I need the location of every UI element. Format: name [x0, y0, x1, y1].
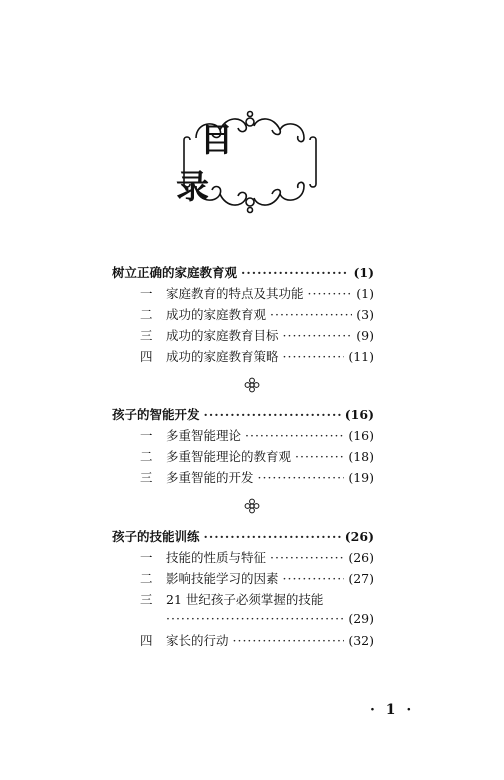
entry-number: 一 — [140, 286, 153, 301]
toc-entry[interactable] — [140, 306, 374, 324]
entry-label: 成功的家庭教育观 — [166, 307, 267, 322]
page-number: (26) — [348, 550, 374, 565]
entry-number: 三 — [140, 328, 153, 343]
entry-label: 成功的家庭教育目标 — [166, 328, 279, 343]
toc-entry[interactable] — [140, 448, 374, 466]
page-number: (11) — [348, 349, 374, 364]
dot-leader — [270, 306, 352, 324]
page-title: 目 录 — [176, 120, 257, 206]
entry-number: 三 — [140, 470, 153, 485]
flower-ornament-icon — [244, 377, 260, 393]
toc-entry[interactable] — [140, 285, 374, 303]
entry-label: 多重智能理论的教育观 — [166, 449, 292, 464]
page-number: (9) — [356, 328, 374, 343]
dot-leader — [204, 528, 341, 546]
dot-leader — [270, 549, 344, 567]
entry-number: 四 — [140, 349, 153, 364]
dot-leader — [166, 610, 344, 628]
page-number: (26) — [344, 529, 374, 544]
toc-section[interactable] — [112, 406, 374, 424]
toc-entry-continuation[interactable] — [166, 610, 374, 628]
entry-label: 家庭教育的特点及其功能 — [166, 286, 304, 301]
toc-entry[interactable] — [140, 469, 374, 487]
toc-section[interactable] — [112, 528, 374, 546]
toc-entry[interactable] — [140, 591, 374, 609]
toc-entry[interactable] — [140, 632, 374, 650]
entry-number: 一 — [140, 428, 153, 443]
dot-leader — [283, 570, 345, 588]
dot-leader — [283, 327, 353, 345]
toc-entry[interactable] — [140, 549, 374, 567]
entry-label: 21 世纪孩子必须掌握的技能 — [166, 592, 324, 607]
page-number: (18) — [348, 449, 374, 464]
section-title: 孩子的智能开发 — [112, 407, 200, 422]
toc-entry[interactable] — [140, 570, 374, 588]
entry-number: 一 — [140, 550, 153, 565]
dot-leader — [241, 264, 349, 282]
dot-leader — [233, 632, 345, 650]
page-number: (16) — [344, 407, 374, 422]
entry-number: 三 — [140, 592, 153, 607]
page-number: (32) — [348, 633, 374, 648]
entry-label: 多重智能理论 — [166, 428, 242, 443]
page-number: (19) — [348, 470, 374, 485]
section-title: 孩子的技能训练 — [112, 529, 200, 544]
dot-leader — [295, 448, 344, 466]
toc-entry[interactable] — [140, 348, 374, 366]
page-number: (29) — [348, 611, 374, 626]
entry-number: 四 — [140, 633, 153, 648]
entry-number: 二 — [140, 307, 153, 322]
section-title: 树立正确的家庭教育观 — [112, 265, 238, 280]
dot-leader — [258, 469, 345, 487]
entry-number: 二 — [140, 571, 153, 586]
page-number: (1) — [353, 265, 374, 280]
entry-label: 影响技能学习的因素 — [166, 571, 279, 586]
flower-ornament-icon — [244, 498, 260, 514]
entry-label: 成功的家庭教育策略 — [166, 349, 279, 364]
entry-number: 二 — [140, 449, 153, 464]
page-number: (16) — [348, 428, 374, 443]
entry-label: 技能的性质与特征 — [166, 550, 267, 565]
page-number: (1) — [356, 286, 374, 301]
toc-entry[interactable] — [140, 327, 374, 345]
dot-leader — [308, 285, 353, 303]
dot-leader — [245, 427, 344, 445]
dot-leader — [204, 406, 341, 424]
toc-section[interactable] — [112, 264, 374, 282]
entry-label: 家长的行动 — [166, 633, 229, 648]
page-folio: · 1 · — [370, 702, 415, 718]
page-number: (3) — [356, 307, 374, 322]
toc-entry[interactable] — [140, 427, 374, 445]
entry-label: 多重智能的开发 — [166, 470, 254, 485]
page-number: (27) — [348, 571, 374, 586]
dot-leader — [283, 348, 345, 366]
